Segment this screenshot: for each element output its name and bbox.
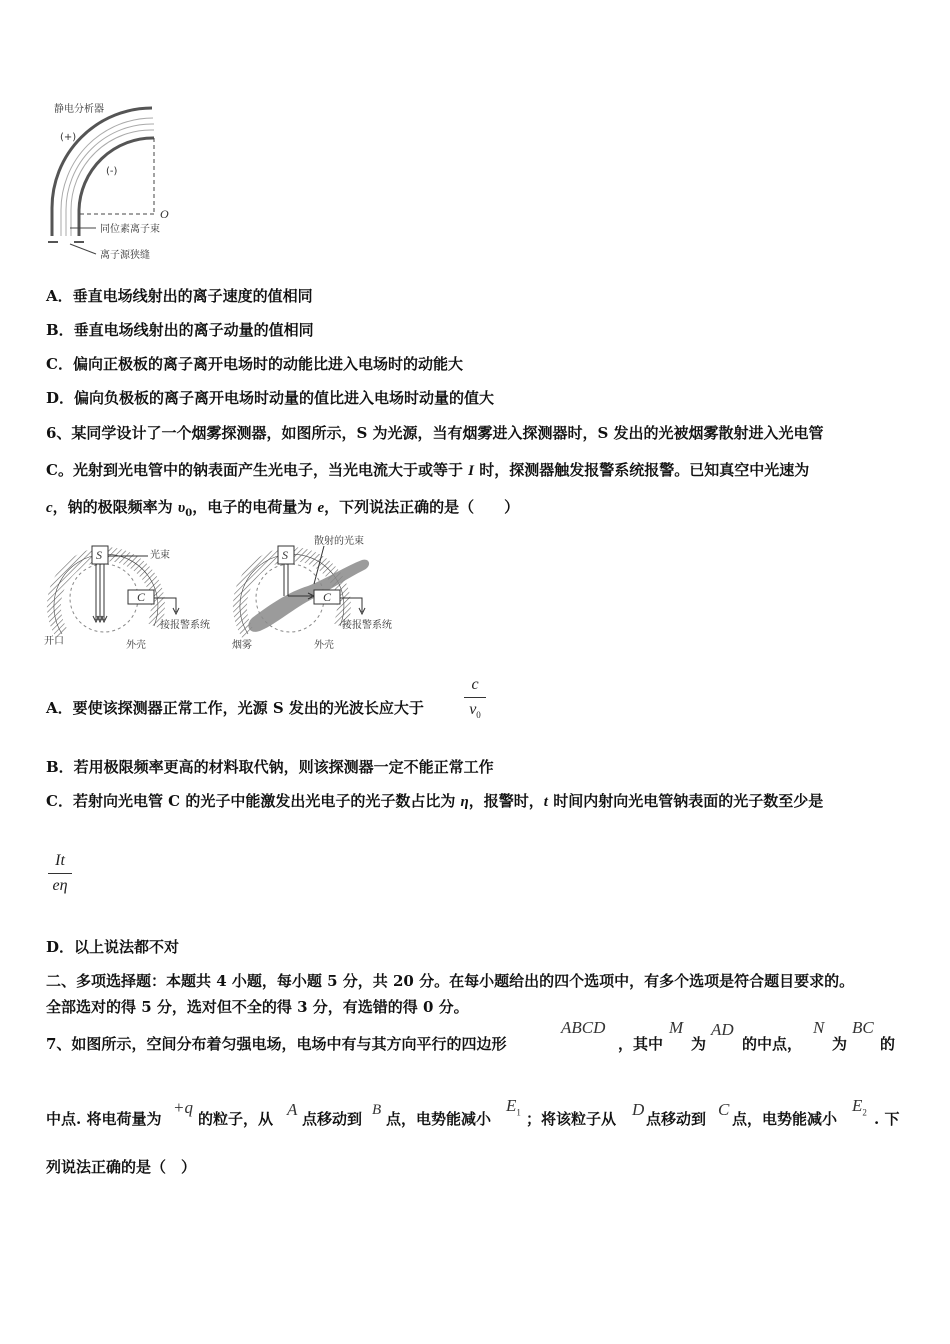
q7-text-energy-1: 点，电势能减小 — [386, 1110, 492, 1128]
q7-text-from-d: ；将该粒子从 — [526, 1110, 617, 1128]
beam-label: 同位素离子束 — [100, 224, 160, 235]
q7-text-qizhong: ，其中 — [618, 1035, 664, 1053]
fraction-c-over-v0: c $v_0$ — [464, 676, 486, 720]
q5-option-c: C．偏向正极板的离子离开电场时的动能比进入电场时的动能大 — [46, 355, 463, 373]
q7-text-wei-2: 为 — [832, 1035, 848, 1053]
math-ad: AD — [711, 1020, 734, 1039]
q6-option-c: C．若射向光电管 C 的光子中能激发出光电子的光子数占比为 η，报警时，t 时间内射向光电管钠表面的光子数至少是 — [46, 792, 824, 810]
q6-option-d: D．以上说法都不对 — [46, 938, 180, 956]
q6-line-3: c，钠的极限频率为 $\upsilon_0$，电子的电荷量为 e，下列说法正确的是（ ） — [46, 498, 520, 519]
shell-label: 外壳 — [126, 640, 146, 651]
math-e2: $E_2$ — [852, 1096, 867, 1118]
positive-plate — [52, 108, 152, 236]
q5-option-d: D．偏向负极板的离子离开电场时动量的值比进入电场时动量的值大 — [46, 389, 495, 407]
math-b: B — [372, 1102, 382, 1118]
alarm-label: 接报警系统 — [160, 620, 210, 631]
detector-figure-normal — [42, 538, 222, 656]
light-label: 光束 — [150, 550, 170, 561]
q5-option-a: A．垂直电场线射出的离子速度的值相同 — [46, 287, 313, 305]
q6-option-b: B．若用极限频率更高的材料取代钠，则该探测器一定不能正常工作 — [46, 758, 494, 776]
q7-text-xia: . 下 — [874, 1110, 900, 1128]
q6-line-1: 6、某同学设计了一个烟雾探测器，如图所示，S 为光源，当有烟雾进入探测器时，S 发出的光被烟雾散射进入光电管 — [46, 424, 824, 442]
math-e1: $E_1$ — [506, 1096, 521, 1118]
q6-option-a: A．要使该探测器正常工作，光源 S 发出的光波长应大于 — [46, 699, 424, 717]
slit-label: 离子源狭缝 — [100, 250, 150, 261]
math-plus-q: +q — [173, 1098, 193, 1117]
math-a: A — [287, 1100, 298, 1119]
shell-label: 外壳 — [314, 640, 334, 651]
q7-line-3: 列说法正确的是（ ） — [46, 1158, 197, 1176]
section2-line-2: 全部选对的得 5 分，选对但不全的得 3 分，有选错的得 0 分。 — [46, 998, 469, 1016]
slit-pointer — [70, 244, 96, 254]
phototube-label: C — [137, 590, 146, 604]
detector-figure-smoke — [228, 532, 408, 656]
alarm-label: 接报警系统 — [342, 620, 392, 631]
section2-line-1: 二、多项选择题：本题共 4 小题，每小题 5 分，共 20 分。在每小题给出的四个选项中，有多个选项是符合题目要求的。 — [46, 972, 855, 990]
minus-label: (-) — [106, 166, 118, 177]
q7-text-particle: 的粒子，从 — [198, 1110, 274, 1128]
plus-label: (+) — [60, 132, 77, 143]
source-label: S — [282, 548, 288, 562]
q7-text-wei-1: 为 — [691, 1035, 707, 1053]
figure-title: 静电分析器 — [54, 104, 104, 115]
phototube-label: C — [323, 590, 332, 604]
q7-text-move-to-2: 点移动到 — [646, 1110, 707, 1128]
math-c: C — [718, 1100, 730, 1119]
math-m: M — [669, 1018, 684, 1037]
scattered-label: 散射的光束 — [314, 536, 364, 547]
q7-text-midpoint-1: 的中点， — [742, 1035, 803, 1053]
math-bc: BC — [852, 1018, 874, 1037]
math-d: D — [632, 1100, 645, 1119]
q5-option-b: B．垂直电场线射出的离子动量的值相同 — [46, 321, 314, 339]
smoke-label: 烟雾 — [232, 640, 252, 651]
math-n: N — [813, 1018, 825, 1037]
source-label: S — [96, 548, 102, 562]
q7-line-2-start: 中点. 将电荷量为 — [46, 1110, 162, 1128]
q7-text-move-to-1: 点移动到 — [302, 1110, 363, 1128]
q7-text-energy-2: 点，电势能减小 — [732, 1110, 838, 1128]
opening-label: 开口 — [44, 636, 64, 647]
q7-text-de: 的 — [880, 1035, 896, 1053]
math-abcd: ABCD — [561, 1018, 606, 1037]
electrostatic-analyzer-figure — [44, 98, 194, 270]
negative-plate — [79, 138, 154, 236]
fraction-it-over-eeta: It eη — [48, 852, 72, 895]
q7-line-1-text: 7、如图所示，空间分布着匀强电场，电场中有与其方向平行的四边形 — [46, 1035, 507, 1053]
q6-line-2: C。光射到光电管中的钠表面产生光电子，当光电流大于或等于 I 时，探测器触发报警系统报警。已知真空中光速为 — [46, 461, 810, 479]
origin-label: O — [160, 207, 169, 221]
